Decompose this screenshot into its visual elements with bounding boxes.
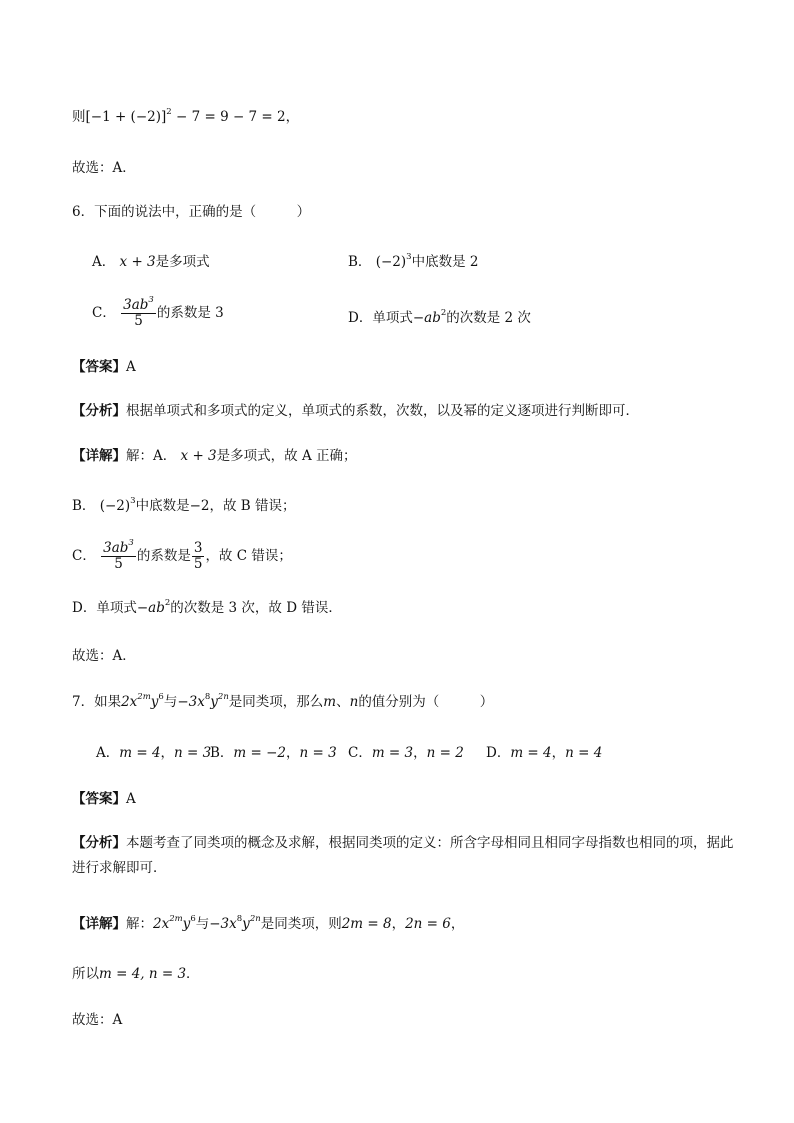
text: ， [551, 745, 566, 761]
exponent: 3 [128, 538, 134, 548]
exponent: 2n [217, 692, 229, 702]
text: 是同类项，那么 [228, 694, 324, 710]
q7-option-a [96, 743, 211, 763]
fraction [121, 295, 156, 329]
math-expression: m = 4, n = 3 [99, 966, 187, 982]
math-term: y [150, 694, 159, 710]
detail-text: ， [450, 916, 465, 932]
q7-result [72, 964, 744, 984]
numerator-text: 3ab [123, 297, 149, 313]
q6-choice: 故选：A． [72, 648, 136, 664]
math-term: 2x [121, 694, 138, 710]
option-label: B． [210, 745, 234, 761]
math-expression: (−2) [99, 498, 131, 514]
math-expression: −ab [412, 310, 441, 326]
math-expression: m = 4 [510, 745, 552, 761]
exponent: 3 [130, 496, 136, 506]
analysis-tag: 【分析】 [72, 835, 126, 851]
math-expression: 2m = 8 [341, 916, 392, 932]
exponent: 2 [164, 598, 171, 608]
analysis-tag: 【分析】 [72, 403, 126, 419]
detail-text: ， [391, 916, 406, 932]
text: ， [285, 109, 300, 125]
exponent: 2n [249, 914, 261, 924]
option-label: C． [348, 745, 372, 761]
math-expression: 2n = 6 [405, 916, 451, 932]
math-term: m [323, 694, 337, 710]
question-7-stem [72, 692, 744, 712]
math-expression: m = −2 [233, 745, 287, 761]
detail-text: 的系数是 [136, 548, 191, 564]
answer-value: A [126, 359, 136, 375]
answer-tag: 【答案】 [72, 359, 126, 375]
detail-text: 解： [126, 916, 153, 932]
numerator-text: 3ab [103, 540, 129, 556]
q7-analysis [72, 831, 746, 881]
option-label: D． [486, 745, 511, 761]
text: 7．如果 [72, 694, 122, 710]
answer-value: A [126, 791, 136, 807]
math-term: n [349, 694, 359, 710]
detail-text: 是同类项，则 [260, 916, 342, 932]
text: ， [413, 745, 427, 761]
exponent: 2 [440, 308, 447, 318]
result-text: 所以 [72, 966, 99, 982]
exponent: 6 [158, 692, 164, 702]
math-expression: m = 4 [119, 745, 161, 761]
q7-answer [72, 789, 744, 809]
math-term: y [242, 916, 250, 932]
detail-label: B． [72, 498, 96, 514]
exponent: 8 [236, 914, 243, 924]
detail-tag: 【详解】 [72, 916, 126, 932]
detail-label: D．单项式 [72, 600, 137, 616]
q7-detail [72, 914, 744, 934]
fraction-numerator [121, 295, 156, 314]
exponent: 2m [169, 914, 183, 924]
q6-option-c [92, 295, 224, 329]
q6-detail-d [72, 598, 744, 618]
text: 则 [72, 109, 86, 125]
detail-tag: 【详解】 [72, 448, 126, 464]
math-expression: − 7 = 9 − 7 = 2 [171, 109, 286, 125]
text: ， [286, 745, 300, 761]
answer-tag: 【答案】 [72, 791, 126, 807]
math-term: y [182, 916, 191, 932]
option-text: 中底数是 2 [411, 254, 479, 270]
fraction-denominator: 5 [193, 556, 203, 572]
q7-option-b [210, 743, 337, 763]
math-term: 2x [153, 916, 170, 932]
detail-text: 是多项式，故 A 正确； [216, 448, 357, 464]
result-text: ． [186, 966, 200, 982]
q6-option-a [92, 252, 210, 272]
detail-text: 中底数是 [135, 498, 190, 514]
math-expression: −ab [136, 600, 165, 616]
math-term: −3x [177, 694, 205, 710]
analysis-text: 根据单项式和多项式的定义，单项式的系数，次数，以及幂的定义逐项进行判断即可． [126, 403, 639, 419]
math-expression: [−1 + (−2)] [85, 109, 167, 125]
q6-option-d [348, 308, 531, 328]
option-text: 的系数是 3 [156, 305, 224, 321]
option-text: 的次数是 2 次 [446, 310, 531, 326]
exponent: 3 [406, 252, 412, 262]
detail-label: C． [72, 548, 96, 564]
q6-detail-c [72, 538, 744, 572]
fraction [192, 541, 205, 572]
exponent: 2 [166, 107, 172, 117]
fraction-numerator: 3 [193, 540, 203, 556]
option-label: A． [92, 254, 116, 270]
detail-text: 解：A． [126, 448, 177, 464]
q7-choice: 故选：A [72, 1012, 123, 1028]
fraction-numerator [101, 538, 136, 557]
text: 的值分别为（ ） [358, 694, 494, 710]
exponent: 6 [190, 914, 196, 924]
option-label: D．单项式 [348, 310, 413, 326]
option-label: C． [92, 305, 116, 321]
q7-option-d [486, 743, 602, 763]
math-term: −3x [209, 916, 237, 932]
fraction-denominator: 5 [114, 556, 123, 572]
text: 、 [336, 694, 350, 710]
calc-result-line [72, 107, 744, 127]
math-expression: n = 2 [426, 745, 464, 761]
detail-text: 的次数是 3 次，故 D 错误． [170, 600, 342, 616]
exponent: 2m [137, 692, 151, 702]
option-label: A． [96, 745, 120, 761]
math-expression: −2 [189, 498, 210, 514]
fraction [101, 538, 136, 572]
option-label: B． [348, 254, 372, 270]
q6-detail-b [72, 496, 744, 516]
math-expression: n = 3 [174, 745, 212, 761]
question-6-stem: 6．下面的说法中，正确的是（ ） [72, 204, 311, 220]
detail-text: 与 [195, 916, 210, 932]
math-term: y [210, 694, 218, 710]
q6-answer [72, 357, 744, 377]
q7-option-c [348, 743, 464, 763]
analysis-text: 本题考查了同类项的概念及求解，根据同类项的定义：所含字母相同且相同字母指数也相同的项，据此进行求解即可． [72, 835, 734, 876]
math-expression: (−2) [375, 254, 407, 270]
math-expression: n = 4 [565, 745, 603, 761]
q6-detail-a [72, 446, 744, 466]
detail-text: ，故 C 错误； [205, 548, 292, 564]
exponent: 8 [204, 692, 211, 702]
text: 与 [163, 694, 178, 710]
option-text: 是多项式 [155, 254, 210, 270]
fraction-denominator: 5 [134, 313, 143, 329]
q6-option-b [348, 252, 478, 272]
choice-line: 故选：A． [72, 160, 136, 176]
math-expression: x + 3 [180, 448, 217, 464]
math-expression: n = 3 [299, 745, 337, 761]
detail-text: ，故 B 错误； [209, 498, 296, 514]
q6-analysis [72, 401, 744, 421]
math-expression: m = 3 [371, 745, 414, 761]
text: ， [160, 745, 175, 761]
math-expression: x + 3 [119, 254, 156, 270]
exponent: 3 [148, 295, 154, 305]
